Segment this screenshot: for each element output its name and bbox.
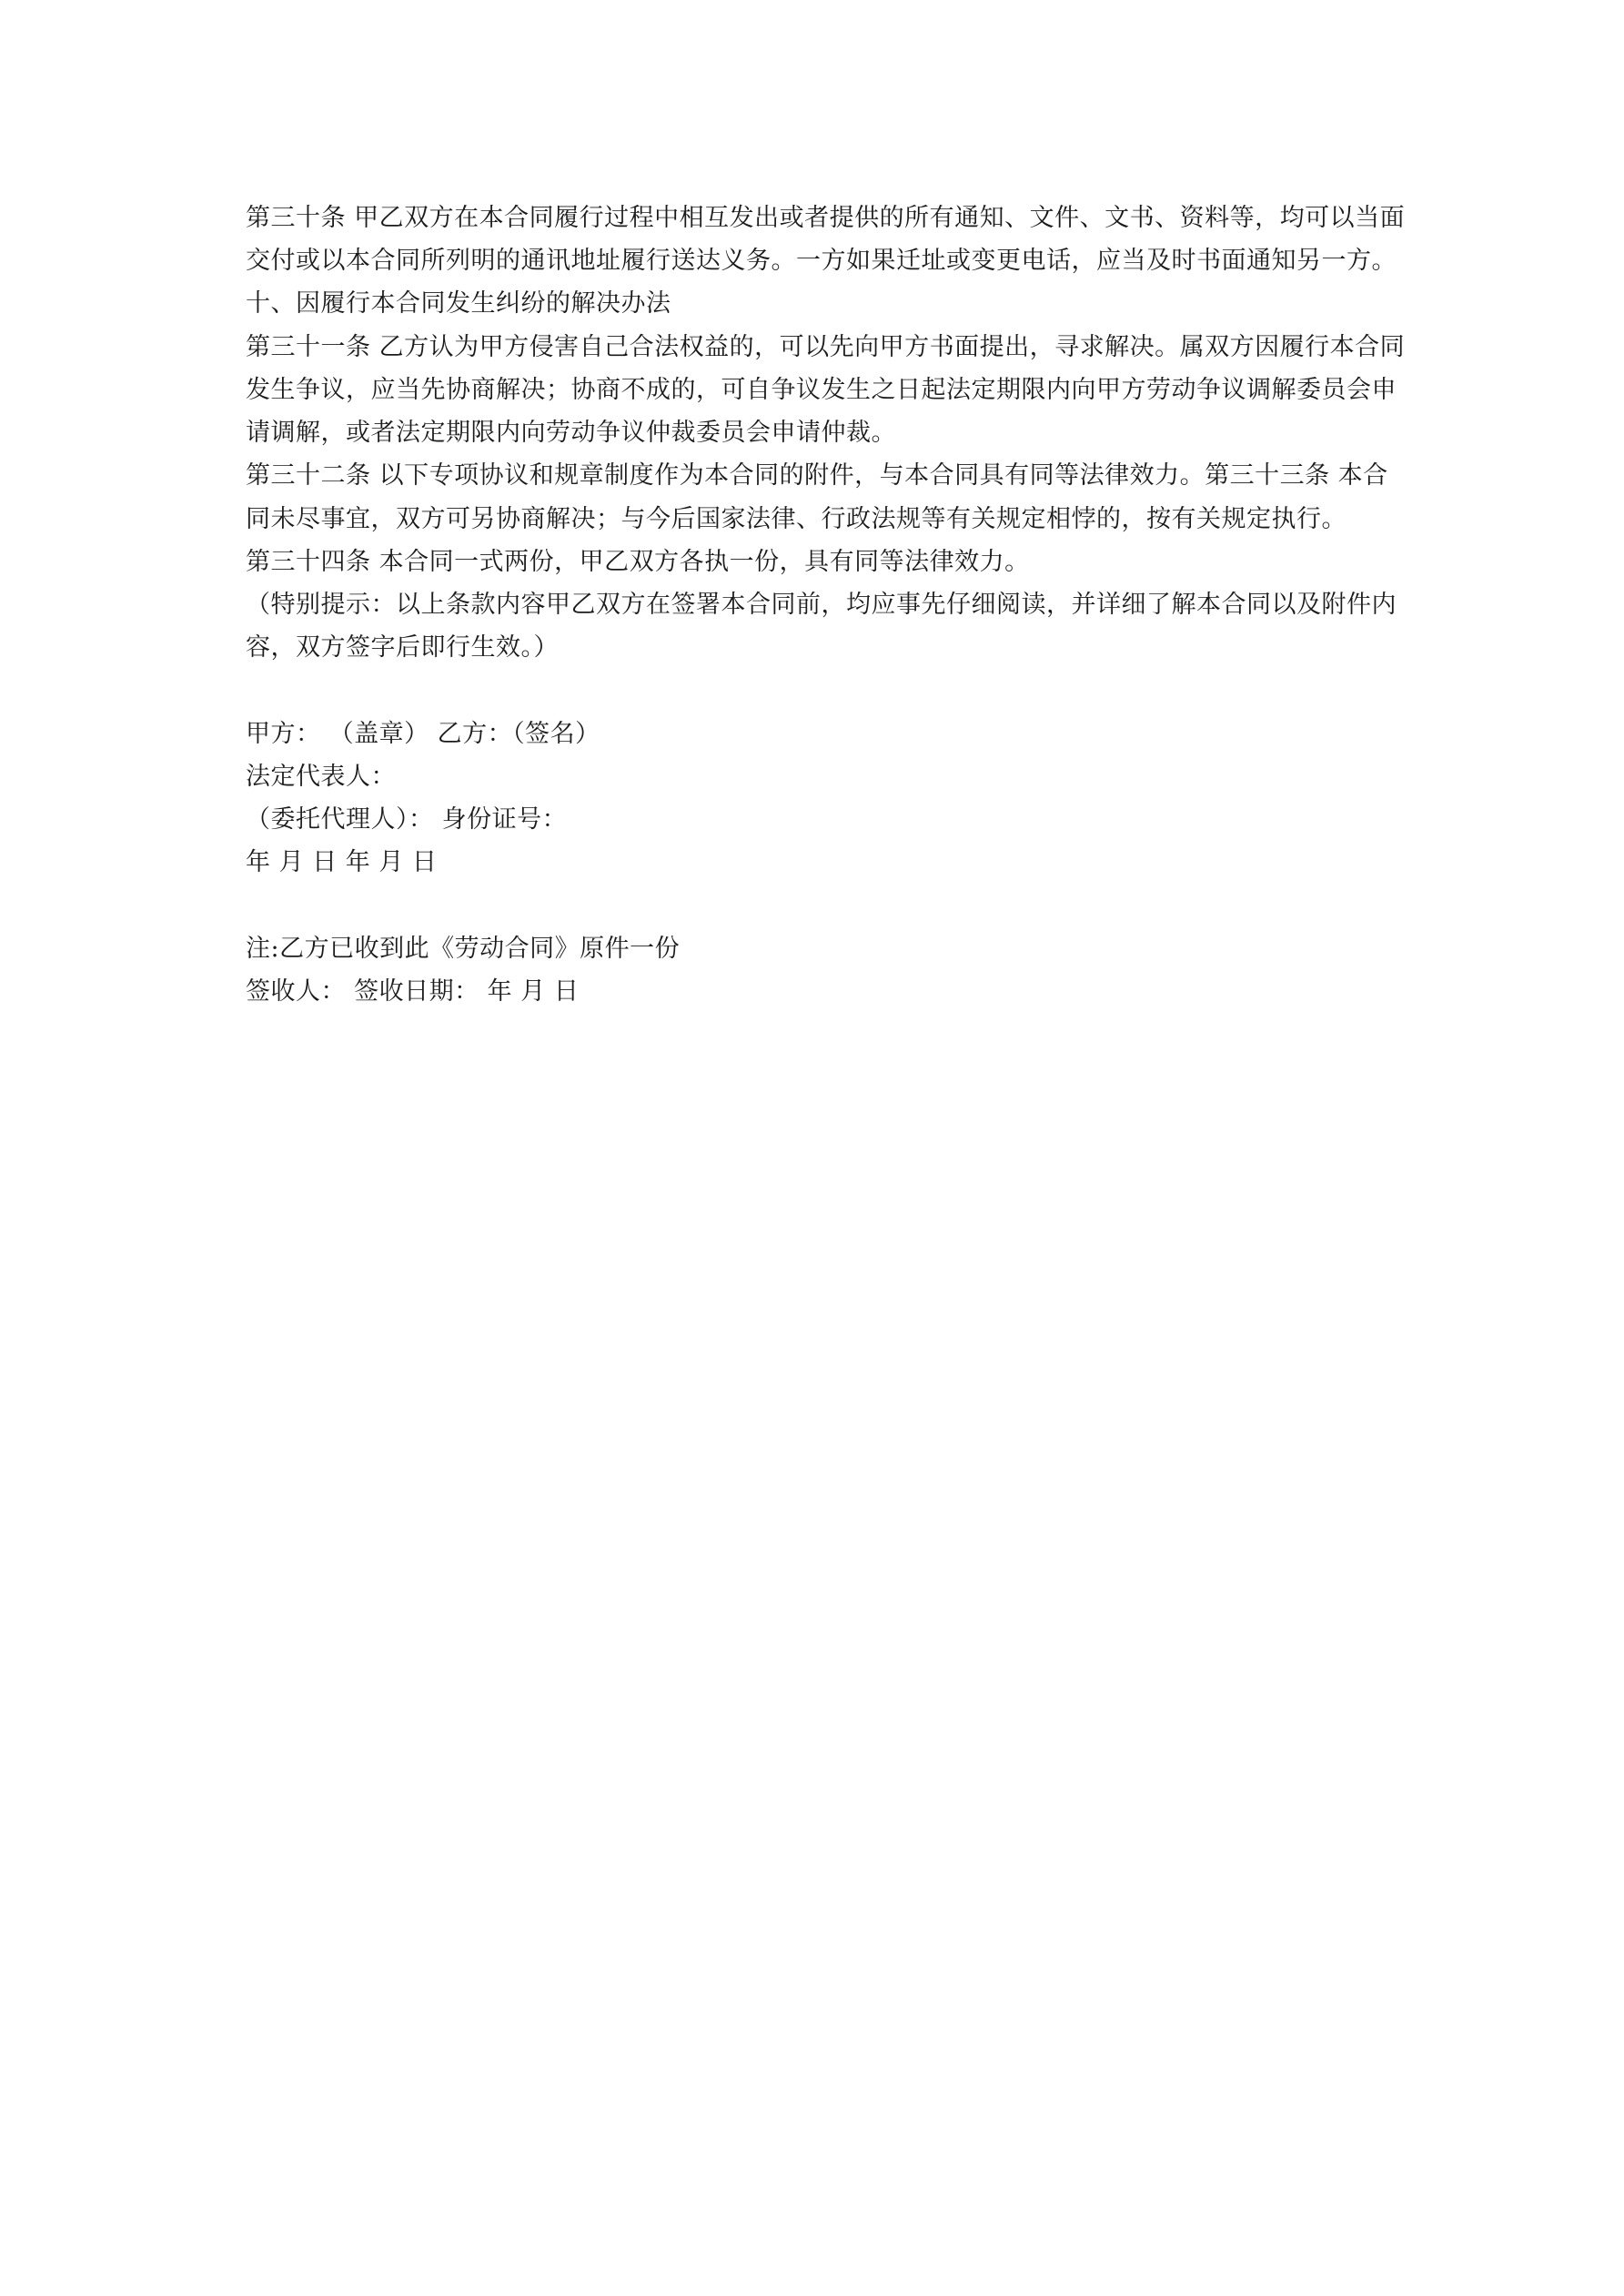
document-page xyxy=(246,0,1406,2296)
party-signature-line: 甲方： （盖章） 乙方：（签名） xyxy=(246,720,600,748)
article-32-33-line-2: 同未尽事宜，双方可另协商解决；与今后国家法律、行政法规等有关规定相悖的，按有关规定执行。 xyxy=(246,505,1347,533)
section-10-heading: 十、因履行本合同发生纠纷的解决办法 xyxy=(246,289,671,318)
receipt-note-line: 注:乙方已收到此《劳动合同》原件一份 xyxy=(246,935,681,963)
article-34-line: 第三十四条 本合同一式两份，甲乙双方各执一份，具有同等法律效力。 xyxy=(246,548,1030,576)
special-notice-line-1: （特别提示：以上条款内容甲乙双方在签署本合同前，均应事先仔细阅读，并详细了解本合同以及附件内 xyxy=(246,591,1397,619)
article-31-line-1: 第三十一条 乙方认为甲方侵害自己合法权益的，可以先向甲方书面提出，寻求解决。属双方因履行本合同 xyxy=(246,333,1406,361)
legal-representative-line: 法定代表人： xyxy=(246,763,396,791)
receipt-signer-line: 签收人： 签收日期： 年 月 日 xyxy=(246,977,580,1006)
special-notice-line-2: 容，双方签字后即行生效。） xyxy=(246,633,559,662)
article-30-line-1: 第三十条 甲乙双方在本合同履行过程中相互发出或者提供的所有通知、文件、文书、资料等，均可以当面 xyxy=(246,204,1406,232)
article-30-line-2: 交付或以本合同所列明的通讯地址履行送达义务。一方如果迁址或变更电话，应当及时书面通知另一方。 xyxy=(246,247,1397,275)
article-31-line-3: 请调解，或者法定期限内向劳动争议仲裁委员会申请仲裁。 xyxy=(246,419,896,447)
article-32-33-line-1: 第三十二条 以下专项协议和规章制度作为本合同的附件，与本合同具有同等法律效力。第三十三条 本合 xyxy=(246,461,1388,490)
article-31-line-2: 发生争议，应当先协商解决；协商不成的，可自争议发生之日起法定期限内向甲方劳动争议调解委员会申 xyxy=(246,376,1397,404)
date-line: 年 月 日 年 月 日 xyxy=(246,848,438,876)
agent-id-line: （委托代理人）： 身份证号： xyxy=(246,805,568,834)
